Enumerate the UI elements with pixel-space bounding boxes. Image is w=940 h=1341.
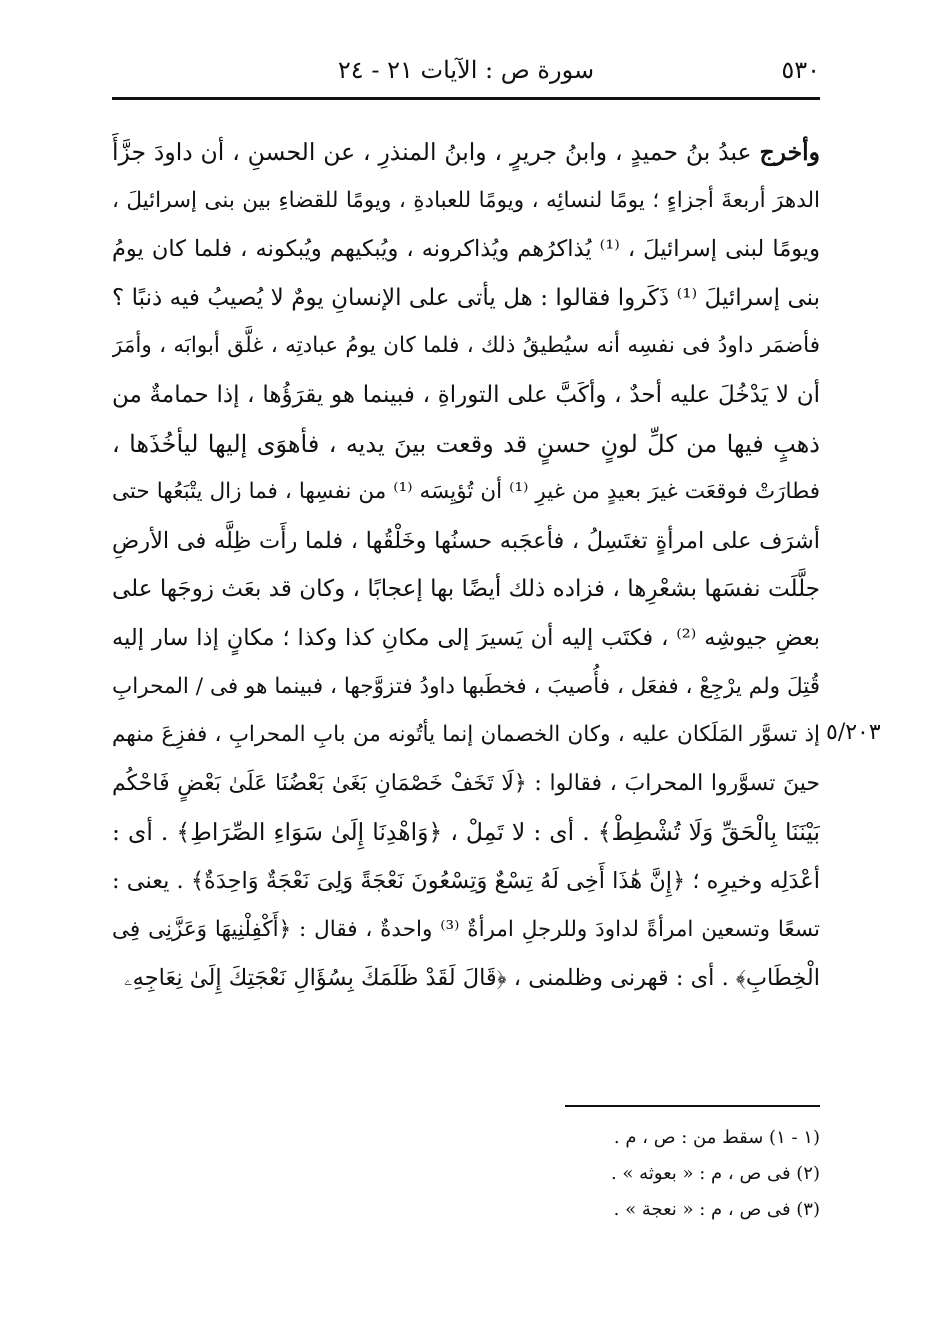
footnote: (١ - ١) سقط من : ص ، م .	[613, 1127, 820, 1148]
body-line: بنى إسرائيلَ ⁽¹⁾ ذَكَروا فقالوا : هل يأتى على الإنسانِ يومٌ لا يُصيبُ فيه ذنبًا ؟	[112, 284, 820, 311]
lead-word: وأخرج	[759, 138, 820, 166]
page-header	[112, 52, 820, 92]
body-line: أن لا يَدْخُلَ عليه أحدٌ ، وأكَبَّ على التوراةِ ، فبينما هو يقرَؤُها ، إذا حمامةٌ من	[112, 381, 820, 408]
body-line: الدهرَ أربعةَ أجزاءٍ ؛ يومًا لنسائِه ، ويومًا للعبادةِ ، ويومًا للقضاءِ بين بنى إسرائيلَ ،	[112, 187, 820, 213]
body-line: أشرَف على امرأةٍ تغتَسِلُ ، فأعجَبه حسنُها وخَلْقُها ، فلما رأَت ظِلَّه فى الأرضِ	[112, 527, 820, 554]
running-title: سورة ص : الآيات ٢١ - ٢٤	[337, 56, 595, 84]
body-line: حينَ تسوَّروا المحرابَ ، فقالوا : ﴿لَا تَخَفْ خَصْمَانِ بَغَىٰ بَعْضُنَا عَلَىٰ بَعْضٍ فَاحْكُم	[112, 770, 820, 796]
body-line: فأضمَر داودُ فى نفسِه أنه سيُطيقُ ذلك ، فلما كان يومُ عبادتِه ، غلَّق أبوابَه ، وأمَرَ	[112, 333, 820, 359]
body-line: أعْدَلِه وخيرِه ؛ ﴿إِنَّ هَٰذَا أَخِى لَهُ تِسْعٌ وَتِسْعُونَ نَعْجَةً وَلِىَ نَعْجَةٌ وَاحِدَةٌ﴾ . يعنى :	[112, 867, 820, 894]
body-line: ذهبٍ فيها من كلِّ لونٍ حسنٍ قد وقعت بينَ يديه ، فأهوَى إليها ليأخُذَها ،	[112, 429, 820, 458]
line-text: عبدُ بنُ حميدٍ ، وابنُ جريرٍ ، وابنُ المنذرِ ، عن الحسنِ ، أن داودَ جزَّأَ	[112, 138, 760, 166]
header-rule	[112, 97, 820, 100]
body-line: قُتِلَ ولم يرْجِعْ ، ففعَل ، فأُصيبَ ، فخطَبها داودُ فتزوَّجها ، فبينما هو فى / المحرابِ	[112, 673, 820, 699]
body-line	[112, 128, 820, 177]
footnote: (٣) فى ص ، م : « نعجة » .	[613, 1199, 820, 1220]
body-line: بَيْنَنَا بِالْحَقِّ وَلَا تُشْطِطْ﴾ . أى : لا تَمِلْ ، ﴿وَاهْدِنَا إِلَىٰ سَوَاءِ الصِّرَاطِ﴾ . أى :	[112, 818, 820, 847]
page-number: ٥٣٠	[781, 56, 820, 84]
body-line: ويومًا لبنى إسرائيلَ ، ⁽¹⁾ يُذاكرُهم ويُذاكرونه ، ويُبكيهم ويُبكونه ، فلما كان يومُ	[112, 236, 820, 263]
margin-reference: ٥/٢٠٣	[826, 720, 881, 745]
body-line: فطارَتْ فوقعَت غيرَ بعيدٍ من غيرِ ⁽¹⁾ أن تُؤيِسَه ⁽¹⁾ من نفسِها ، فما زال يتْبَعُها حتى	[112, 479, 820, 505]
body-line: إذ تسوَّر المَلَكان عليه ، وكان الخصمان إنما يأتُونه من بابِ المحرابِ ، ففزِعَ منهم	[112, 722, 820, 748]
body-line: جلَّلَت نفسَها بشعْرِها ، فزاده ذلك أيضًا بها إعجابًا ، وكان قد بعَث زوجَها على	[112, 576, 820, 603]
footnote-rule	[565, 1105, 820, 1107]
body-line: تسعًا وتسعين امرأةً لداودَ وللرجلِ امرأةٌ ⁽³⁾ واحدةٌ ، فقال : ﴿أَكْفِلْنِيهَا وَعَزَّنِى فِى	[112, 916, 820, 942]
footnotes	[112, 1120, 820, 1228]
body-line: الْخِطَابِ﴾ . أى : قهرنى وظلمنى ، ﴿قَالَ لَقَدْ ظَلَمَكَ بِسُؤَالِ نَعْجَتِكَ إِلَىٰ نِعَاجِهِۦ	[124, 965, 820, 992]
body-line: بعضِ جيوشِه ⁽²⁾ ، فكتَب إليه أن يَسيرَ إلى مكانِ كذا وكذا ؛ مكانٍ إذا سار إليه	[112, 624, 820, 651]
footnote: (٢) فى ص ، م : « بعوثه » .	[610, 1163, 820, 1184]
body-text	[112, 128, 820, 1003]
